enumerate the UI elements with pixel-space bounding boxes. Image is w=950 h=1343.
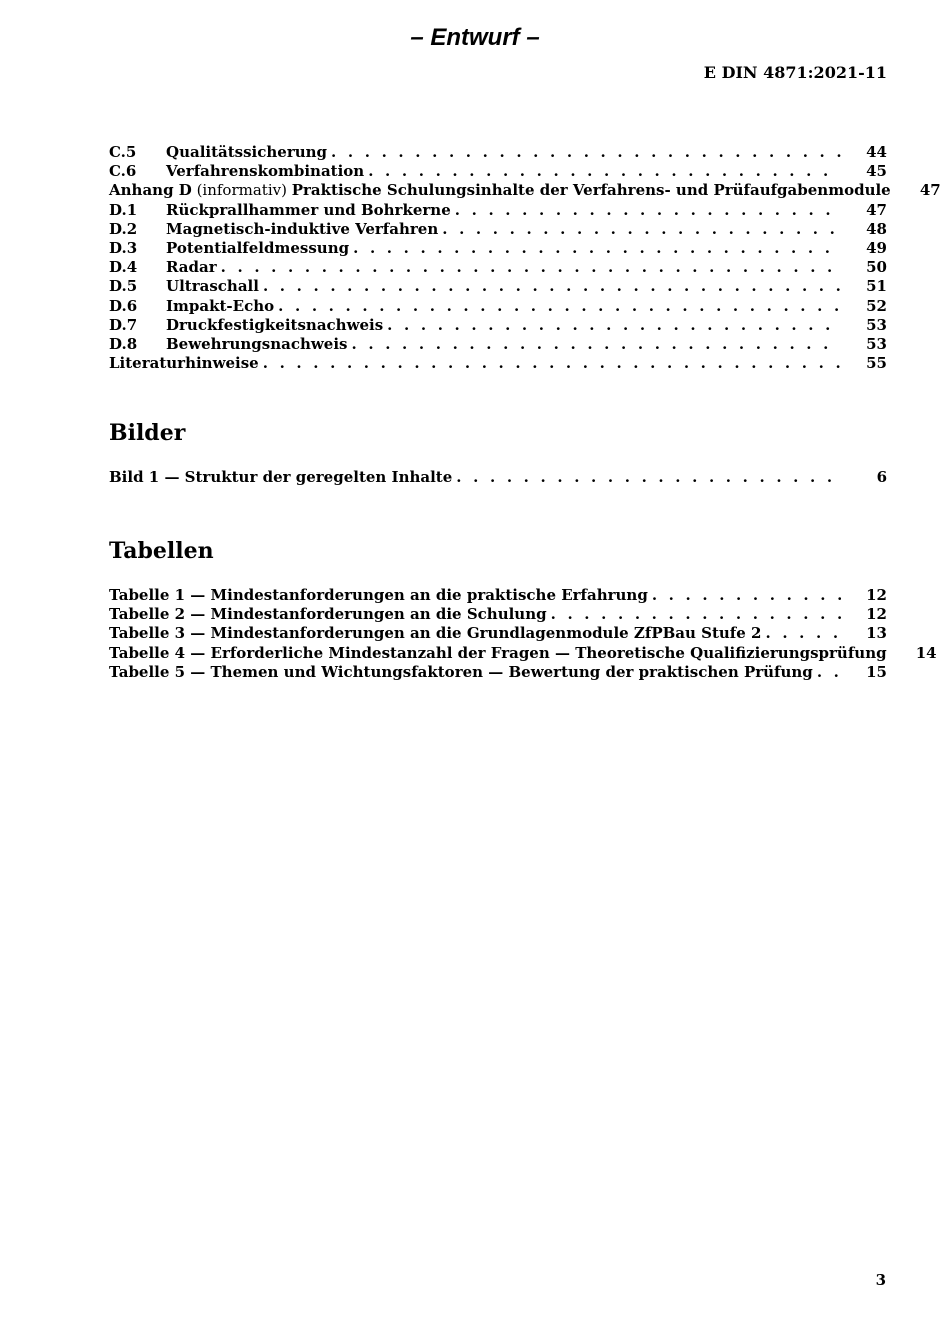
toc-entry-number: D.6 xyxy=(109,296,138,315)
toc-entry-number: C.5 xyxy=(109,143,137,161)
toc-leader-dots xyxy=(278,297,841,316)
toc-leader-dots xyxy=(442,220,841,239)
toc-entry-number: D.7 xyxy=(109,315,138,334)
table-entry[interactable] xyxy=(109,605,887,624)
toc-entry-title: Rückprallhammer und Bohrkerne xyxy=(166,200,451,219)
table-of-contents xyxy=(109,143,941,373)
table-entry-title: Tabelle 1 — Mindestanforderungen an die praktische Erfahrung xyxy=(109,586,648,604)
table-entry-title: Tabelle 4 — Erforderliche Mindestanzahl der Fragen — Theoretische Qualifizierungsprüfung xyxy=(109,643,887,662)
figure-entry-title: Bild 1 — Struktur der geregelten Inhalte xyxy=(109,468,453,486)
toc-leader-dots xyxy=(331,143,841,162)
table-entry-page: 13 xyxy=(866,624,887,643)
toc-entry-anhang-d[interactable] xyxy=(109,181,941,200)
toc-entry-page: 48 xyxy=(866,219,887,238)
toc-entry-d3[interactable] xyxy=(109,239,887,258)
tables-heading: Tabellen xyxy=(109,538,214,564)
toc-entry-number: D.3 xyxy=(109,238,138,257)
toc-entry-c5[interactable] xyxy=(109,143,887,162)
table-entry-title: Tabelle 2 — Mindestanforderungen an die Schulung xyxy=(109,605,547,624)
toc-entry-page: 55 xyxy=(866,354,887,373)
toc-entry-d8[interactable] xyxy=(109,335,887,354)
toc-entry-number: D.8 xyxy=(109,334,138,353)
toc-leader-dots xyxy=(352,335,842,354)
toc-entry-page: 49 xyxy=(866,238,887,257)
toc-entry-page: 53 xyxy=(866,315,887,334)
toc-entry-d4[interactable] xyxy=(109,258,887,277)
toc-entry-number: D.2 xyxy=(109,219,138,238)
toc-leader-dots xyxy=(263,354,841,373)
toc-leader-dots xyxy=(263,277,841,296)
table-entry-page: 15 xyxy=(866,662,887,681)
toc-entry-d5[interactable] xyxy=(109,277,887,296)
annex-label: Anhang D xyxy=(109,181,192,200)
toc-entry-page: 47 xyxy=(919,181,941,200)
toc-leader-dots xyxy=(221,258,841,277)
toc-entry-d6[interactable] xyxy=(109,297,887,316)
toc-leader-dots xyxy=(456,468,841,487)
toc-entry-title: Magnetisch-induktive Verfahren xyxy=(166,219,439,238)
toc-entry-page: 51 xyxy=(866,277,887,296)
toc-leader-dots xyxy=(652,586,841,605)
toc-entry-page: 52 xyxy=(866,296,887,315)
table-entry-title: Tabelle 3 — Mindestanforderungen an die Grundlagenmodule ZfPBau Stufe 2 xyxy=(109,624,762,643)
table-entry-page: 12 xyxy=(866,605,887,624)
figures-heading: Bilder xyxy=(109,420,186,446)
toc-entry-page: 50 xyxy=(866,258,887,277)
document-id: E DIN 4871:2021-11 xyxy=(703,63,887,82)
toc-leader-dots xyxy=(387,316,841,335)
toc-entry-title: Verfahrenskombination xyxy=(166,162,365,181)
toc-entry-page: 47 xyxy=(866,200,887,219)
table-entry-title: Tabelle 5 — Themen und Wichtungsfaktoren — Bewertung der praktischen Prüfung xyxy=(109,662,813,681)
toc-entry-number: D.4 xyxy=(109,258,138,277)
toc-entry-number: D.5 xyxy=(109,277,138,296)
toc-entry-title: Qualitätssicherung xyxy=(166,143,328,161)
figure-entry[interactable] xyxy=(109,468,887,487)
table-entry-page: 14 xyxy=(915,643,937,662)
toc-entry-d7[interactable] xyxy=(109,316,887,335)
toc-entry-number: C.6 xyxy=(109,162,137,181)
page-number: 3 xyxy=(875,1271,886,1289)
figures-list xyxy=(109,468,887,487)
draft-title: – Entwurf – xyxy=(410,24,540,51)
toc-entry-title: Radar xyxy=(166,258,217,277)
table-entry[interactable] xyxy=(109,586,887,605)
toc-entry-page: 45 xyxy=(866,162,887,181)
tables-list xyxy=(109,586,937,682)
toc-entry-title: Impakt-Echo xyxy=(166,296,275,315)
toc-entry-title xyxy=(109,181,895,200)
table-entry[interactable] xyxy=(109,663,887,682)
toc-entry-page: 44 xyxy=(866,143,887,161)
toc-entry-title: Bewehrungsnachweis xyxy=(166,334,348,353)
toc-entry-number: D.1 xyxy=(109,200,138,219)
toc-leader-dots xyxy=(353,239,841,258)
toc-leader-dots xyxy=(817,663,841,682)
figure-entry-page: 6 xyxy=(876,468,887,486)
toc-leader-dots xyxy=(765,624,841,643)
toc-leader-dots xyxy=(368,162,841,181)
toc-entry-title: Ultraschall xyxy=(166,277,259,296)
table-entry-page: 12 xyxy=(866,586,887,604)
toc-entry-page: 53 xyxy=(866,334,887,353)
annex-title: Praktische Schulungsinhalte der Verfahrens- und Prüfaufgabenmodule xyxy=(291,181,891,200)
annex-note: (informativ) xyxy=(191,181,292,200)
toc-entry-c6[interactable] xyxy=(109,162,887,181)
toc-entry-title: Druckfestigkeitsnachweis xyxy=(166,315,384,334)
table-entry[interactable] xyxy=(109,643,937,663)
toc-entry-title: Potentialfeldmessung xyxy=(166,238,350,257)
toc-entry-d2[interactable] xyxy=(109,220,887,239)
toc-leader-dots xyxy=(551,605,841,624)
table-entry[interactable] xyxy=(109,624,887,643)
toc-entry-d1[interactable] xyxy=(109,201,887,220)
toc-entry-title: Literaturhinweise xyxy=(109,354,259,373)
toc-leader-dots xyxy=(455,201,841,220)
toc-entry-literaturhinweise[interactable] xyxy=(109,354,887,373)
